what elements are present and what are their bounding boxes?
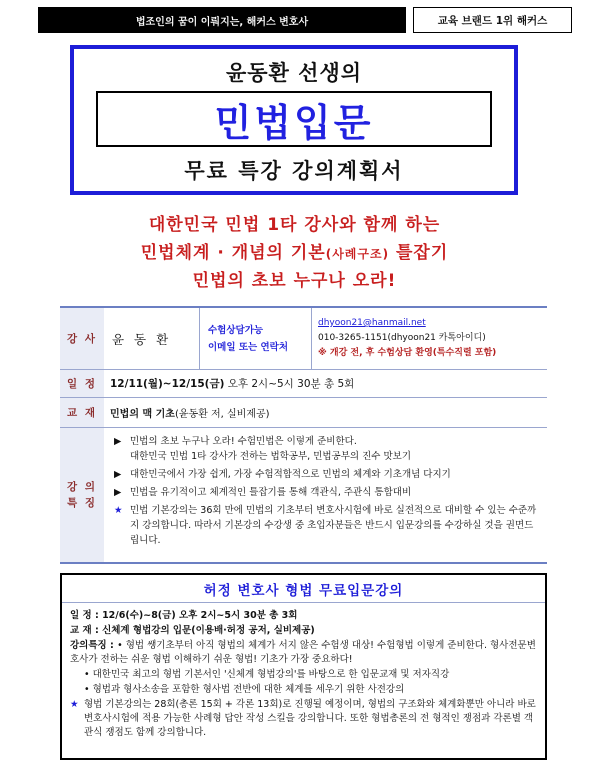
- contact-label: [200, 308, 312, 369]
- title-instructor: 윤동환 선생의: [225, 61, 363, 85]
- feature-text: 민법의 초보 누구나 오라! 수험민법은 이렇게 준비한다. 대한민국 민법 1타 강사가 전하는 법학공부, 민법공부의 진수 맛보기: [130, 436, 412, 462]
- header-brand: 교육 브랜드 1위 해커스: [413, 7, 572, 33]
- arrow-icon: ▶: [114, 487, 122, 498]
- feature-text: 대한민국에서 가장 쉽게, 가장 수험적합적으로 민법의 체계와 기초개념 다지기: [130, 469, 451, 480]
- textbook-detail: (윤동환 저, 실비제공): [174, 409, 270, 420]
- features-label: 강 의 특 징: [60, 428, 104, 562]
- special-lecture-box: [60, 573, 547, 760]
- star-icon: ★: [114, 505, 123, 516]
- star-icon: ★: [70, 699, 79, 710]
- special-textbook: 교 재 : 신체계 형법강의 입문(이용배·허정 공저, 실비제공): [70, 625, 315, 636]
- textbook-title: 민법의 맥 기초: [110, 409, 175, 420]
- teacher-label: 강 사: [60, 308, 104, 369]
- contact-info: [312, 308, 547, 369]
- title-subtitle: 무료 특강 강의계획서: [184, 159, 404, 183]
- schedule-times: 오후 2시~5시 30분 총 5회: [224, 378, 355, 390]
- contact-label-2: 이메일 또는 연락처: [208, 341, 289, 353]
- feature-item: [114, 485, 539, 500]
- header-bar: [38, 7, 572, 33]
- special-feature-head: 강의특징 :: [70, 640, 118, 651]
- feature-text: 민법 기본강의는 36회 만에 민법의 기초부터 변호사시험에 바로 실전적으로 대비할 수 있는 수준까지 강의합니다. 따라서 기본강의 수강생 중 초입자분들은 반드시 입문강의를 수강하실 것을 권면드립니다.: [130, 505, 537, 546]
- slogan-line-3: 민법의 초보 누구나 오라!: [192, 271, 397, 291]
- schedule-row: [60, 370, 547, 398]
- phone-number: 010-3265-1151(dhyoon21 카톡아이디): [318, 333, 486, 343]
- schedule-dates: 12/11(월)~12/15(금): [110, 378, 225, 390]
- features-list: [104, 428, 547, 562]
- slogan-line-2: [20, 238, 569, 263]
- arrow-icon: ▶: [114, 436, 122, 447]
- teacher-row: [60, 308, 547, 370]
- special-note-text: 형법 기본강의는 28회(총론 15회 + 각론 13회)로 진행될 예정이며, 형법의 구조화와 체계화뿐만 아니라 바로 변호사시험에 적용 가능한 사례형 답안 작성 스킬을 강의합니다. 또한 형법총론의 전 형적인 쟁점과 각론별 객관식 쟁점도 함께 강의합니다.: [84, 699, 536, 738]
- title-course: 민법입문: [96, 91, 492, 147]
- special-schedule: 일 정 : 12/6(수)~8(금) 오후 2시~5시 30분 총 3회: [70, 610, 298, 621]
- textbook-row: [60, 398, 547, 428]
- special-feature-1-text: • 형법 쌩기초부터 아직 형법의 체계가 서지 않은 수험생 대상! 수험형법 이렇게 준비한다. 형사전문변호사가 전하는 쉬운 형법 이해하기 쉬운 형법! 기초가 가장 중요하다!: [70, 640, 536, 665]
- consult-notice: ※ 개강 전, 후 수험상담 환영(특수직렬 포함): [318, 348, 497, 358]
- course-info-table: [60, 306, 547, 564]
- slogan-line-2-b: 틀잡기: [389, 243, 449, 263]
- slogan-line-2-a: 민법체계 · 개념의 기본: [140, 243, 326, 263]
- special-note: [70, 698, 537, 740]
- title-box: [70, 45, 518, 195]
- features-row: [60, 428, 547, 562]
- header-tagline: 법조인의 꿈이 이뤄지는, 해커스 변호사: [38, 7, 406, 33]
- special-feature-3: • 형법과 형사소송을 포함한 형사법 전반에 대한 체계를 세우기 위한 사전강의: [84, 684, 405, 695]
- arrow-icon: ▶: [114, 469, 122, 480]
- feature-text: 민법을 유기적이고 체계적인 틀잡기를 통해 객관식, 주관식 통합대비: [130, 487, 412, 498]
- slogan-line-2-small: (사례구조): [325, 247, 390, 261]
- special-lecture-body: [62, 607, 545, 741]
- feature-item: [114, 434, 539, 464]
- special-feature-2: • 대한민국 최고의 형법 기본서인 '신체계 형법강의'를 바탕으로 한 입문교재 및 저자직강: [84, 669, 450, 680]
- textbook-label: 교 재: [60, 398, 104, 427]
- slogan-line-1: 대한민국 민법 1타 강사와 함께 하는: [148, 215, 441, 235]
- special-feature-1: [70, 639, 537, 667]
- feature-item: [114, 467, 539, 482]
- schedule-value: [104, 370, 547, 397]
- contact-label-1: 수험상담가능: [208, 324, 264, 336]
- teacher-name: 윤 동 환: [104, 308, 200, 369]
- feature-item: [114, 503, 539, 548]
- special-lecture-title: 허정 변호사 형법 무료입문강의: [62, 575, 545, 603]
- schedule-label: 일 정: [60, 370, 104, 397]
- email-link[interactable]: dhyoon21@hanmail.net: [318, 318, 426, 328]
- textbook-value: [104, 398, 547, 427]
